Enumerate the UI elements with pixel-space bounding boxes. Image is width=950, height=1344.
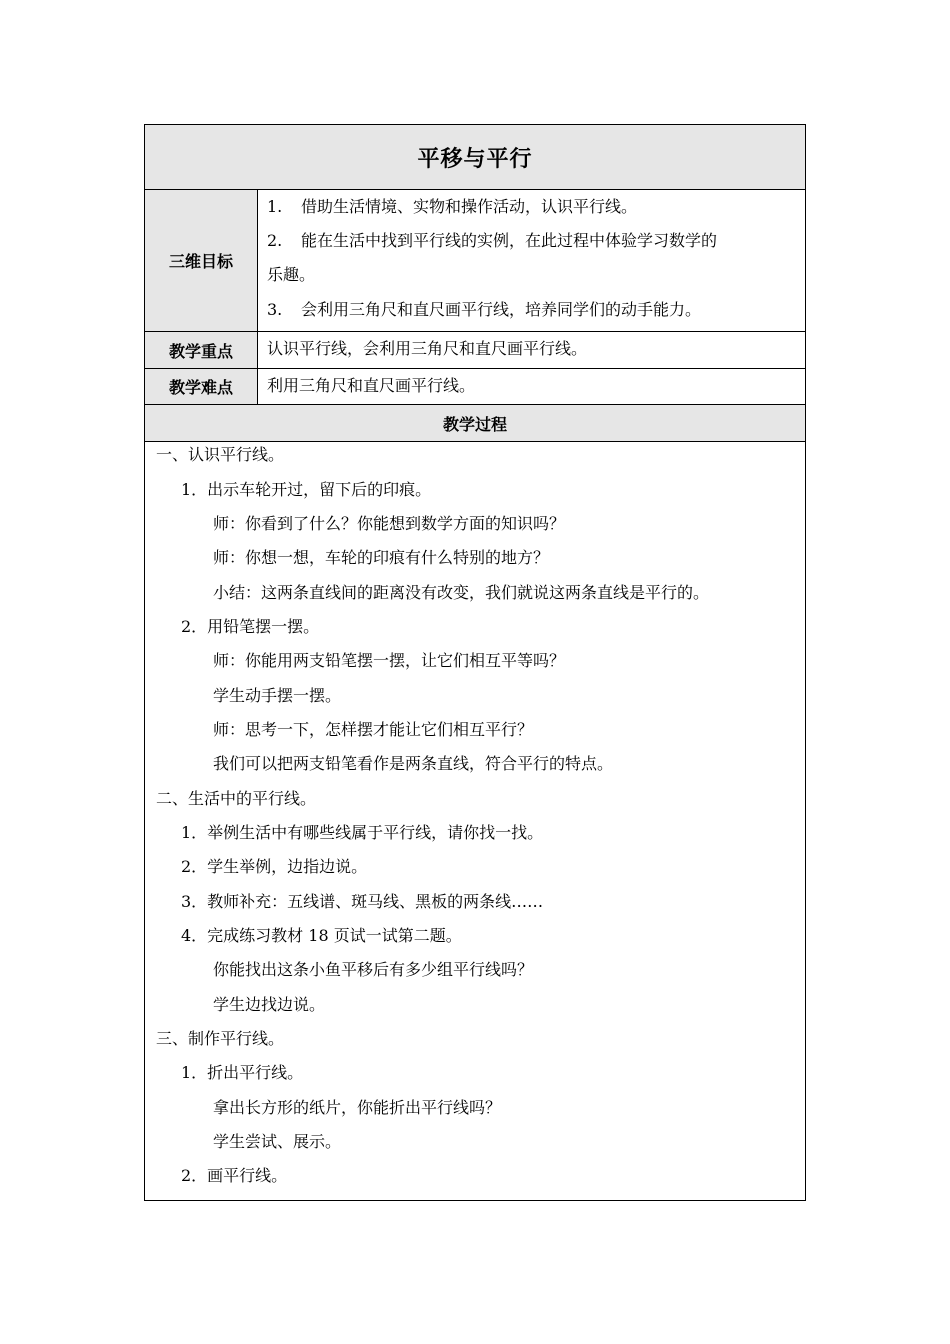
goals-label: 三维目标: [145, 190, 258, 331]
process-line: 2．学生举例，边指边说。: [181, 857, 368, 876]
goal-text: 会利用三角尺和直尺画平行线，培养同学们的动手能力。: [301, 300, 702, 319]
process-line: 师：思考一下，怎样摆才能让它们相互平行？: [213, 720, 534, 739]
goal-text: 能在生活中找到平行线的实例，在此过程中体验学习数学的: [301, 231, 718, 250]
lesson-title: 平移与平行: [417, 146, 533, 172]
process-line: 拿出长方形的纸片，你能折出平行线吗？: [213, 1098, 502, 1117]
goal-number: 1.: [267, 197, 283, 216]
difficulty-content: [258, 369, 805, 404]
difficulty-label: 教学难点: [145, 369, 258, 404]
goal-item-2: [267, 224, 799, 258]
process-line: 师：你能用两支铅笔摆一摆，让它们相互平等吗？: [213, 651, 566, 670]
goal-item-1: [267, 190, 799, 224]
process-line: 你能找出这条小鱼平移后有多少组平行线吗？: [213, 960, 534, 979]
goals-content: [258, 190, 805, 331]
process-line: 学生尝试、展示。: [213, 1132, 342, 1151]
process-line: 1．出示车轮开过，留下后的印痕。: [181, 480, 432, 499]
goal-item-2-continued: [267, 258, 799, 292]
process-line: 小结：这两条直线间的距离没有改变，我们就说这两条直线是平行的。: [213, 583, 710, 602]
process-heading: 教学过程: [442, 414, 507, 434]
process-heading-row: [145, 405, 805, 442]
process-line: 一、认识平行线。: [156, 445, 285, 464]
key-point-content: [258, 332, 805, 368]
process-line: 2．用铅笔摆一摆。: [181, 617, 320, 636]
process-line: 三、制作平行线。: [156, 1029, 285, 1048]
process-line: 1．折出平行线。: [181, 1063, 304, 1082]
process-line: 学生动手摆一摆。: [213, 686, 342, 705]
key-point-row: [145, 332, 805, 369]
process-line: 4．完成练习教材 18 页试一试第二题。: [181, 926, 462, 945]
process-body: [145, 442, 805, 1200]
key-point-label: 教学重点: [145, 332, 258, 368]
process-line: 1．举例生活中有哪些线属于平行线，请你找一找。: [181, 823, 544, 842]
key-point-text: 认识平行线，会利用三角尺和直尺画平行线。: [267, 339, 588, 358]
process-line: 2．画平行线。: [181, 1166, 288, 1185]
process-line: 学生边找边说。: [213, 995, 326, 1014]
lesson-plan-table: [144, 124, 806, 1201]
difficulty-text: 利用三角尺和直尺画平行线。: [267, 376, 476, 395]
title-row: [145, 125, 805, 190]
goals-row: [145, 190, 805, 332]
difficulty-row: [145, 369, 805, 405]
process-line: 二、生活中的平行线。: [156, 789, 317, 808]
goal-number: 2.: [267, 231, 283, 250]
goal-item-3: [267, 293, 799, 327]
process-line: 师：你看到了什么？你能想到数学方面的知识吗？: [213, 514, 566, 533]
process-line: 3．教师补充：五线谱、斑马线、黑板的两条线……: [181, 892, 544, 911]
process-line: 师：你想一想，车轮的印痕有什么特别的地方？: [213, 548, 550, 567]
goal-number: 3.: [267, 300, 283, 319]
goal-text: 借助生活情境、实物和操作活动，认识平行线。: [301, 197, 638, 216]
process-line: 我们可以把两支铅笔看作是两条直线，符合平行的特点。: [213, 754, 614, 773]
goal-text: 乐趣。: [267, 265, 316, 284]
